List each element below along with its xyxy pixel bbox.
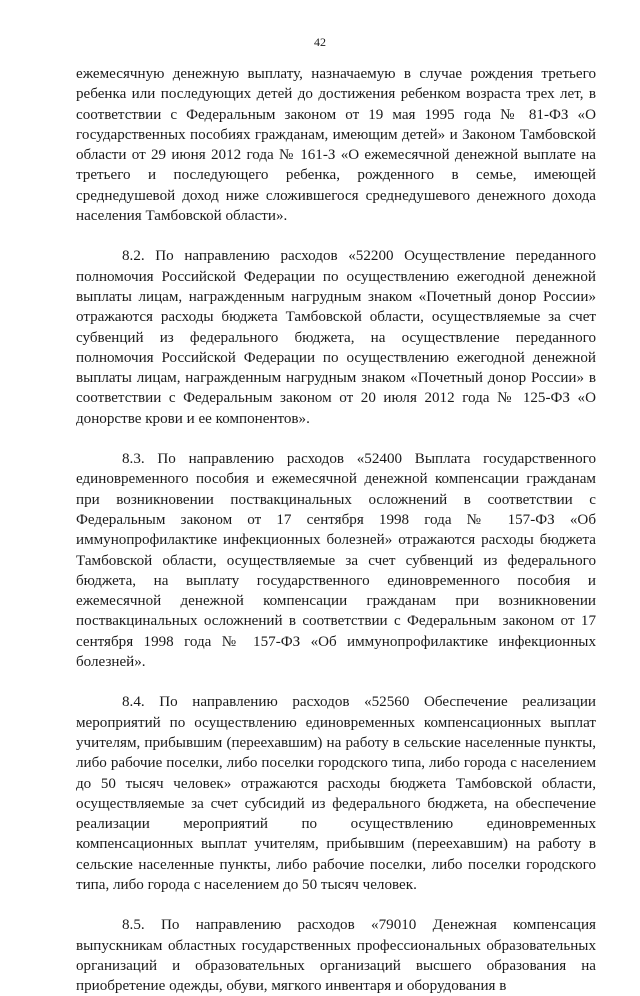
paragraph-8-4: 8.4. По направлению расходов «52560 Обеспечение реализации мероприятий по осуществлению единовременных компенсационных выплат учителям, прибывшим (переехавшим) на работу в сельские населенные пункты, либо рабочие поселки, либо поселки городского типа, либо города с населением до 50 тысяч человек» отражаются расходы бюджета Тамбовской области, осуществляемые за счет субсидий из федерального бюджета, на обеспечение реализации мероприятий по осуществлению единовременных компенсационных выплат учителям, прибывшим (переехавшим) на работу в сельские населенные пункты, либо рабочие поселки, либо поселки городского типа, либо города с населением до 50 тысяч человек.: [76, 694, 596, 893]
document-body: [76, 64, 596, 996]
paragraph-8-5: 8.5. По направлению расходов «79010 Денежная компенсация выпускникам областных государственных профессиональных образовательных организаций и образовательных организаций высшего образования на приобретение одежды, обуви, мягкого инвентаря и оборудования в: [76, 917, 596, 995]
paragraph-8-2: 8.2. По направлению расходов «52200 Осуществление переданного полномочия Российской Федерации по осуществлению ежегодной денежной выплаты лицам, награжденным нагрудным знаком «Почетный донор России» отражаются расходы бюджета Тамбовской области, осуществляемые за счет субвенций из федерального бюджета, на осуществление переданного полномочия Российской Федерации по осуществлению ежегодной денежной выплаты лицам, награжденным нагрудным знаком «Почетный донор России» в соответствии с Федеральным законом от 20 июля 2012 года № 125-ФЗ «О донорстве крови и ее компонентов».: [76, 248, 596, 427]
paragraph-8-3: 8.3. По направлению расходов «52400 Выплата государственного единовременного пособия и ежемесячной денежной компенсации гражданам при возникновении поствакцинальных осложнений в соответствии с Федеральным законом от 17 сентября 1998 года № 157-ФЗ «Об иммунопрофилактике инфекционных болезней» отражаются расходы бюджета Тамбовской области, осуществляемые за счет субвенций из федерального бюджета, на выплату государственного единовременного пособия и ежемесячной денежной компенсации гражданам при возникновении поствакцинальных осложнений в соответствии с Федеральным законом от 17 сентября 1998 года № 157-ФЗ «Об иммунопрофилактике инфекционных болезней».: [76, 451, 596, 671]
page-number: 42: [314, 35, 326, 49]
paragraph-continuation: ежемесячную денежную выплату, назначаемую в случае рождения третьего ребенка или последующих детей до достижения ребенком возраста трех лет, в соответствии с Федеральным законом от 19 мая 1995 года № 81-ФЗ «О государственных пособиях гражданам, имеющим детей» и Законом Тамбовской области от 29 июня 2012 года № 161-З «О ежемесячной денежной выплате на третьего и последующего ребенка, рожденного в семье, имеющей среднедушевой доход ниже сложившегося среднедушевого денежного дохода населения Тамбовской области».: [76, 66, 596, 225]
